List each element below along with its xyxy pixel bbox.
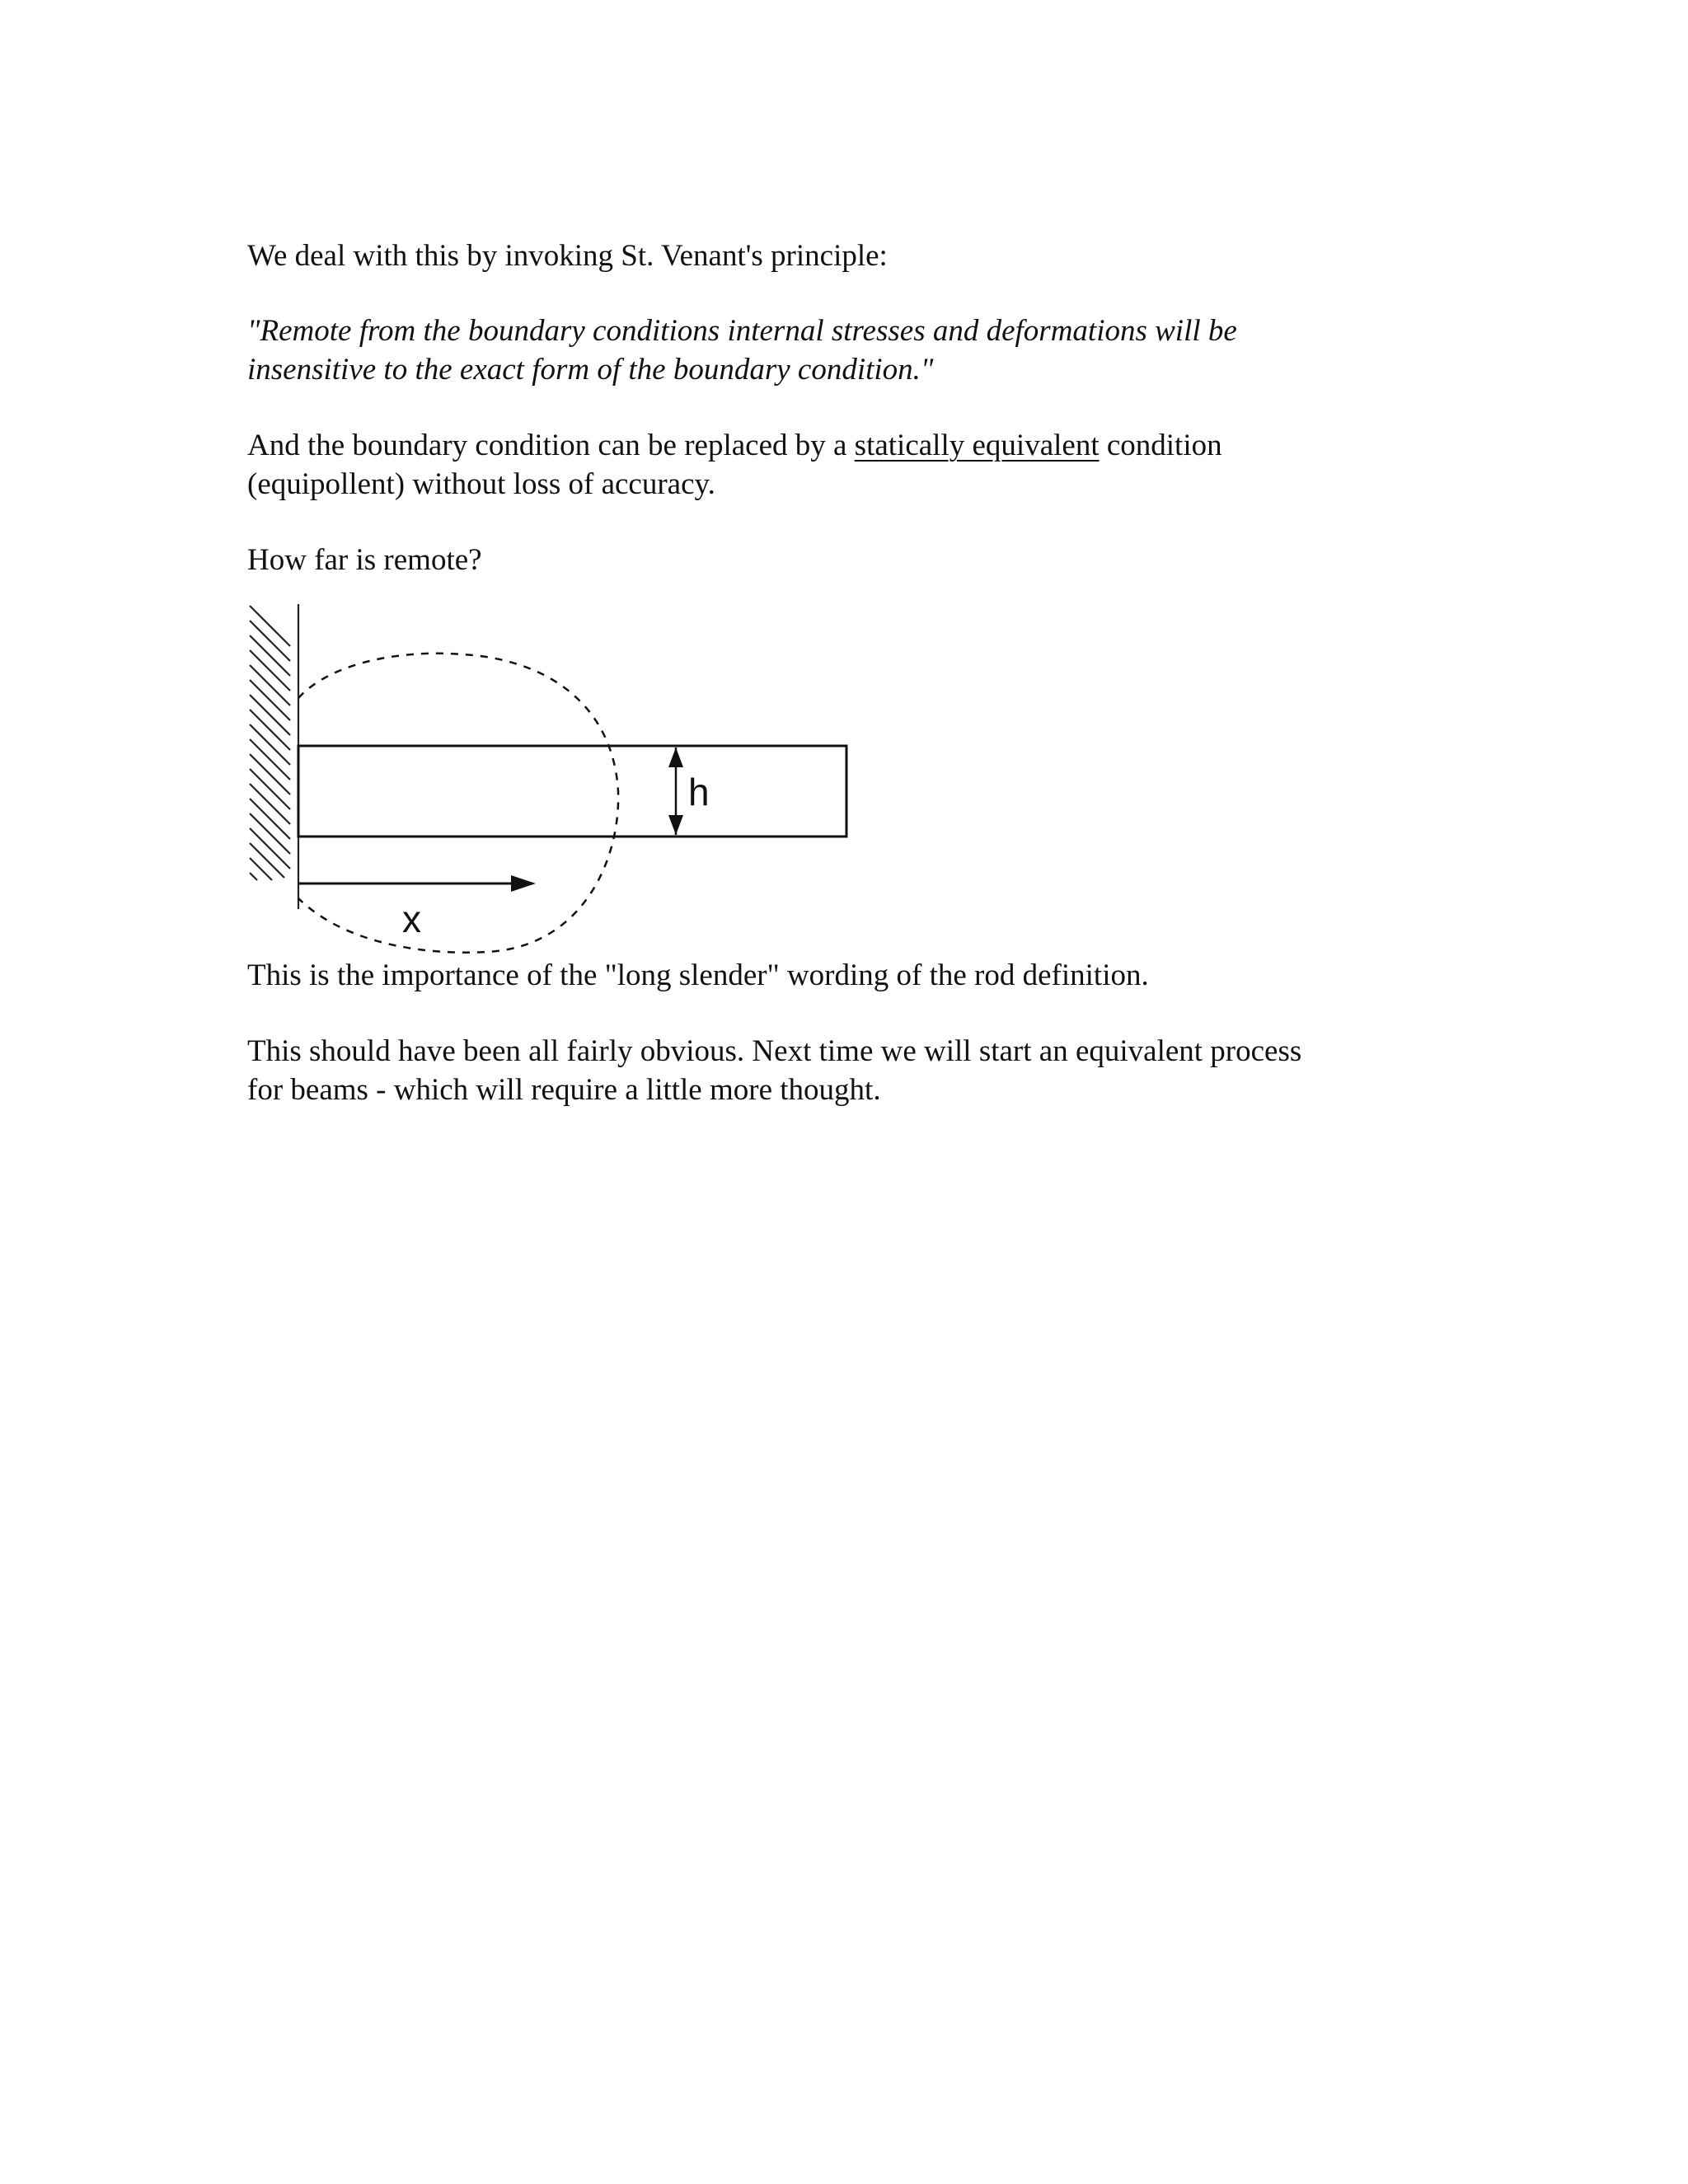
statically-equivalent-term: statically equivalent <box>854 429 1100 462</box>
replacement-text-start: And the boundary condition can be replaced by a <box>247 429 855 462</box>
height-arrow-down-icon <box>668 815 683 835</box>
principle-quote-line-1: "Remote from the boundary conditions internal stresses and deformations will be <box>247 314 1237 348</box>
distance-label: x <box>402 898 421 940</box>
question-text: How far is remote? <box>247 543 482 577</box>
cantilever-rod-figure <box>239 573 865 960</box>
closing-paragraph-line-2: for beams - which will require a little more thought. <box>247 1073 881 1107</box>
importance-text: This is the importance of the "long slender" wording of the rod definition. <box>247 958 1149 992</box>
rod <box>298 746 846 837</box>
distance-arrow-head-icon <box>511 875 536 892</box>
intro-text: We deal with this by invoking St. Venant's principle: <box>247 239 888 273</box>
fixed-wall <box>250 604 298 909</box>
replacement-text-end: condition <box>1099 429 1222 462</box>
replacement-paragraph-line-1 <box>247 426 1222 465</box>
influence-region-boundary <box>298 654 618 953</box>
height-arrow-up-icon <box>668 748 683 767</box>
height-label: h <box>688 771 710 813</box>
replacement-paragraph-line-2: (equipollent) without loss of accuracy. <box>247 467 715 501</box>
rod-diagram <box>239 573 865 960</box>
principle-quote-line-2: insensitive to the exact form of the boundary condition." <box>247 353 934 387</box>
closing-paragraph-line-1: This should have been all fairly obvious. Next time we will start an equivalent process <box>247 1034 1302 1068</box>
